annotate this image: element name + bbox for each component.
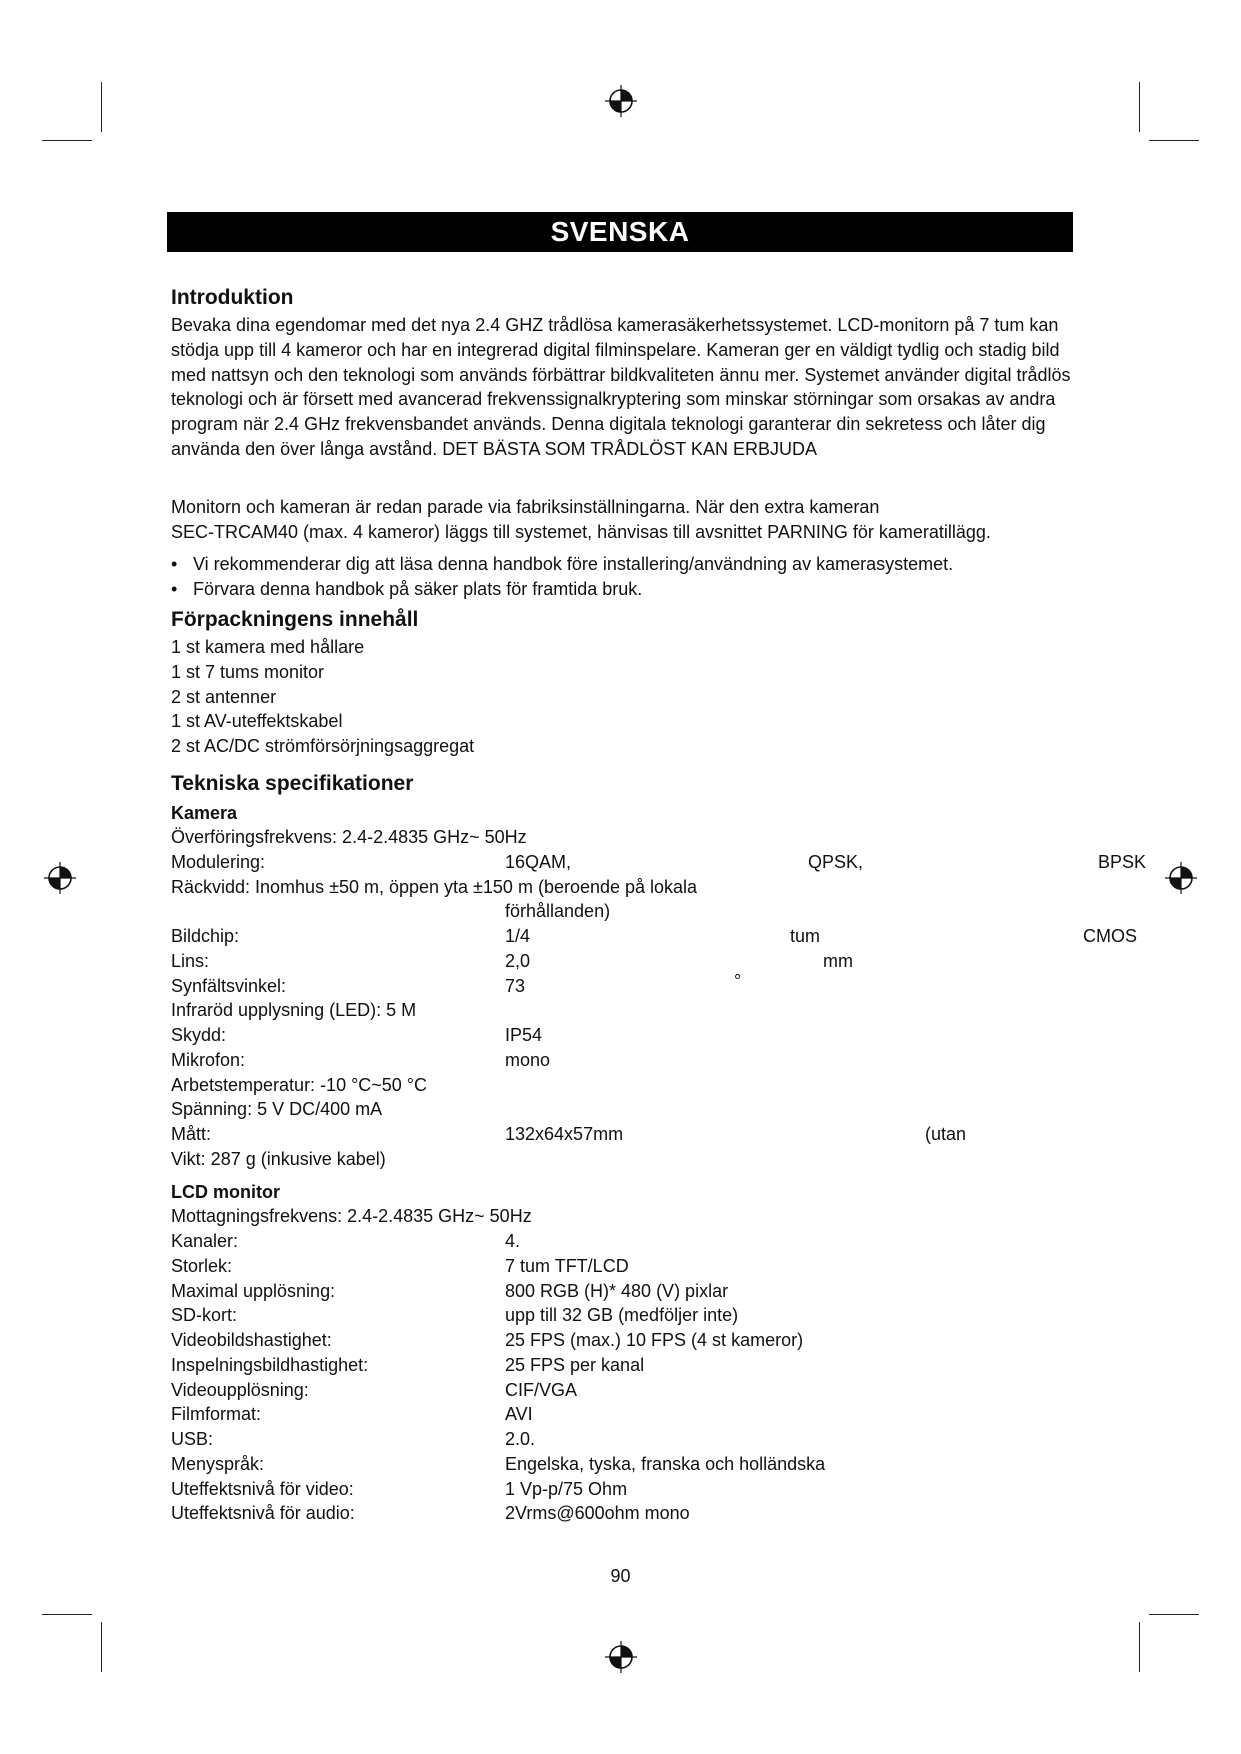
- spec-value: mm: [823, 951, 853, 971]
- crop-mark-bottom-right-horizontal: [1149, 1614, 1199, 1615]
- spec-value: 2.0.: [505, 1429, 536, 1449]
- spec-infrared: Infraröd upplysning (LED): 5 M: [171, 1000, 417, 1020]
- package-heading: Förpackningens innehåll: [171, 608, 419, 631]
- spec-value: 2,0: [505, 951, 531, 971]
- spec-value: QPSK,: [808, 852, 864, 872]
- crop-mark-bottom-left-vertical: [101, 1622, 102, 1672]
- spec-value: AVI: [505, 1404, 533, 1424]
- registration-mark-top-icon: [604, 84, 638, 118]
- spec-label: Maximal upplösning:: [171, 1281, 336, 1301]
- list-item: 2 st antenner: [171, 687, 277, 707]
- spec-value: (utan: [925, 1124, 967, 1144]
- spec-value: CIF/VGA: [505, 1380, 578, 1400]
- specs-heading: Tekniska specifikationer: [171, 772, 414, 795]
- list-item: 1 st kamera med hållare: [171, 637, 365, 657]
- page-number: 90: [610, 1566, 631, 1586]
- spec-value: 16QAM,: [505, 852, 572, 872]
- intro-paragraph: Bevaka dina egendomar med det nya 2.4 GHZ trådlösa kamerasäkerhetssystemet. LCD-monitorn på 7 tum kan stödja upp till 4 kameror och har en integrerad digital filminspelare. Kameran ger en väldigt tydlig och stadig bild med nattsyn och den teknologi som används förbättrar bildkvaliteten ännu mer. Systemet använder digital trådlös teknologi och är försett med avancerad frekvenssignalkryptering som minskar störningar som orsakas av andra program när 2.4 GHz frekvensbandet används. Denna digitala teknologi garanterar din sekretess och låter dig använda den över långa avstånd. DET BÄSTA SOM TRÅDLÖST KAN ERBJUDA: [171, 315, 1071, 459]
- spec-value: 800 RGB (H)* 480 (V) pixlar: [505, 1281, 729, 1301]
- spec-label: Skydd:: [171, 1025, 227, 1045]
- spec-label: Bildchip:: [171, 926, 240, 946]
- spec-label: Mikrofon:: [171, 1050, 246, 1070]
- spec-camera-frequency: Överföringsfrekvens: 2.4-2.4835 GHz~ 50Hz: [171, 827, 527, 847]
- list-item: 1 st 7 tums monitor: [171, 662, 325, 682]
- registration-mark-bottom-icon: [604, 1640, 638, 1674]
- spec-value: 132x64x57mm: [505, 1124, 624, 1144]
- spec-label: USB:: [171, 1429, 214, 1449]
- spec-value: BPSK: [1098, 852, 1147, 872]
- list-item: • Förvara denna handbok på säker plats för framtida bruk.: [171, 579, 643, 599]
- bullet-text: Vi rekommenderar dig att läsa denna handbok före installering/användning av kamerasystemet.: [193, 554, 954, 574]
- crop-mark-bottom-left-horizontal: [42, 1614, 92, 1615]
- crop-mark-top-right-horizontal: [1149, 140, 1199, 141]
- spec-label: Inspelningsbildhastighet:: [171, 1355, 369, 1375]
- spec-label: Storlek:: [171, 1256, 233, 1276]
- spec-label: SD-kort:: [171, 1305, 238, 1325]
- spec-temperature: Arbetstemperatur: -10 °C~50 °C: [171, 1075, 428, 1095]
- list-item: • Vi rekommenderar dig att läsa denna handbok före installering/användning av kamerasystemet.: [171, 554, 954, 574]
- crop-mark-top-left-vertical: [101, 82, 102, 132]
- spec-label: Filmformat:: [171, 1404, 261, 1424]
- spec-label: Menyspråk:: [171, 1454, 265, 1474]
- intro-paragraph2-line1: Monitorn och kameran är redan parade via fabriksinställningarna. När den extra kameran: [171, 497, 880, 517]
- spec-label: Uteffektsnivå för audio:: [171, 1503, 355, 1523]
- spec-value: 73: [505, 976, 526, 996]
- spec-label: Lins:: [171, 951, 210, 971]
- registration-mark-left-icon: [43, 861, 77, 895]
- language-banner: SVENSKA: [167, 212, 1073, 252]
- spec-range-line1: Räckvidd: Inomhus ±50 m, öppen yta ±150 m (beroende på lokala: [171, 877, 698, 897]
- spec-label: Modulering:: [171, 852, 266, 872]
- monitor-heading: LCD monitor: [171, 1182, 280, 1202]
- spec-label: Uteffektsnivå för video:: [171, 1479, 354, 1499]
- list-item: 1 st AV-uteffektskabel: [171, 711, 343, 731]
- spec-monitor-frequency: Mottagningsfrekvens: 2.4-2.4835 GHz~ 50Hz: [171, 1206, 532, 1226]
- spec-value: CMOS: [1083, 926, 1137, 946]
- spec-label: Videobildshastighet:: [171, 1330, 332, 1350]
- spec-value: 25 FPS (max.) 10 FPS (4 st kameror): [505, 1330, 804, 1350]
- spec-label: Synfältsvinkel:: [171, 976, 287, 996]
- intro-paragraph2-line2: SEC-TRCAM40 (max. 4 kameror) läggs till systemet, hänvisas till avsnittet PARNING för kameratillägg.: [171, 522, 991, 542]
- list-item: 2 st AC/DC strömförsörjningsaggregat: [171, 736, 475, 756]
- spec-value: tum: [790, 926, 821, 946]
- spec-value: Engelska, tyska, franska och holländska: [505, 1454, 826, 1474]
- spec-value-degree: °: [734, 971, 742, 991]
- spec-weight: Vikt: 287 g (inkusive kabel): [171, 1149, 386, 1169]
- registration-mark-right-icon: [1164, 861, 1198, 895]
- spec-value: 7 tum TFT/LCD: [505, 1256, 629, 1276]
- spec-value: 4.: [505, 1231, 521, 1251]
- bullet-text: Förvara denna handbok på säker plats för framtida bruk.: [193, 579, 643, 599]
- spec-value: IP54: [505, 1025, 543, 1045]
- spec-value: 25 FPS per kanal: [505, 1355, 645, 1375]
- spec-voltage: Spänning: 5 V DC/400 mA: [171, 1099, 383, 1119]
- spec-label: Mått:: [171, 1124, 212, 1144]
- spec-value: 2Vrms@600ohm mono: [505, 1503, 690, 1523]
- spec-value: upp till 32 GB (medföljer inte): [505, 1305, 739, 1325]
- spec-label: Videoupplösning:: [171, 1380, 309, 1400]
- intro-heading: Introduktion: [171, 286, 294, 309]
- spec-label: Kanaler:: [171, 1231, 239, 1251]
- camera-heading: Kamera: [171, 803, 238, 823]
- spec-value: mono: [505, 1050, 551, 1070]
- crop-mark-bottom-right-vertical: [1139, 1622, 1140, 1672]
- spec-value: 1/4: [505, 926, 531, 946]
- spec-value: 1 Vp-p/75 Ohm: [505, 1479, 628, 1499]
- crop-mark-top-left-horizontal: [42, 140, 92, 141]
- crop-mark-top-right-vertical: [1139, 82, 1140, 132]
- spec-range-line2: förhållanden): [505, 901, 611, 921]
